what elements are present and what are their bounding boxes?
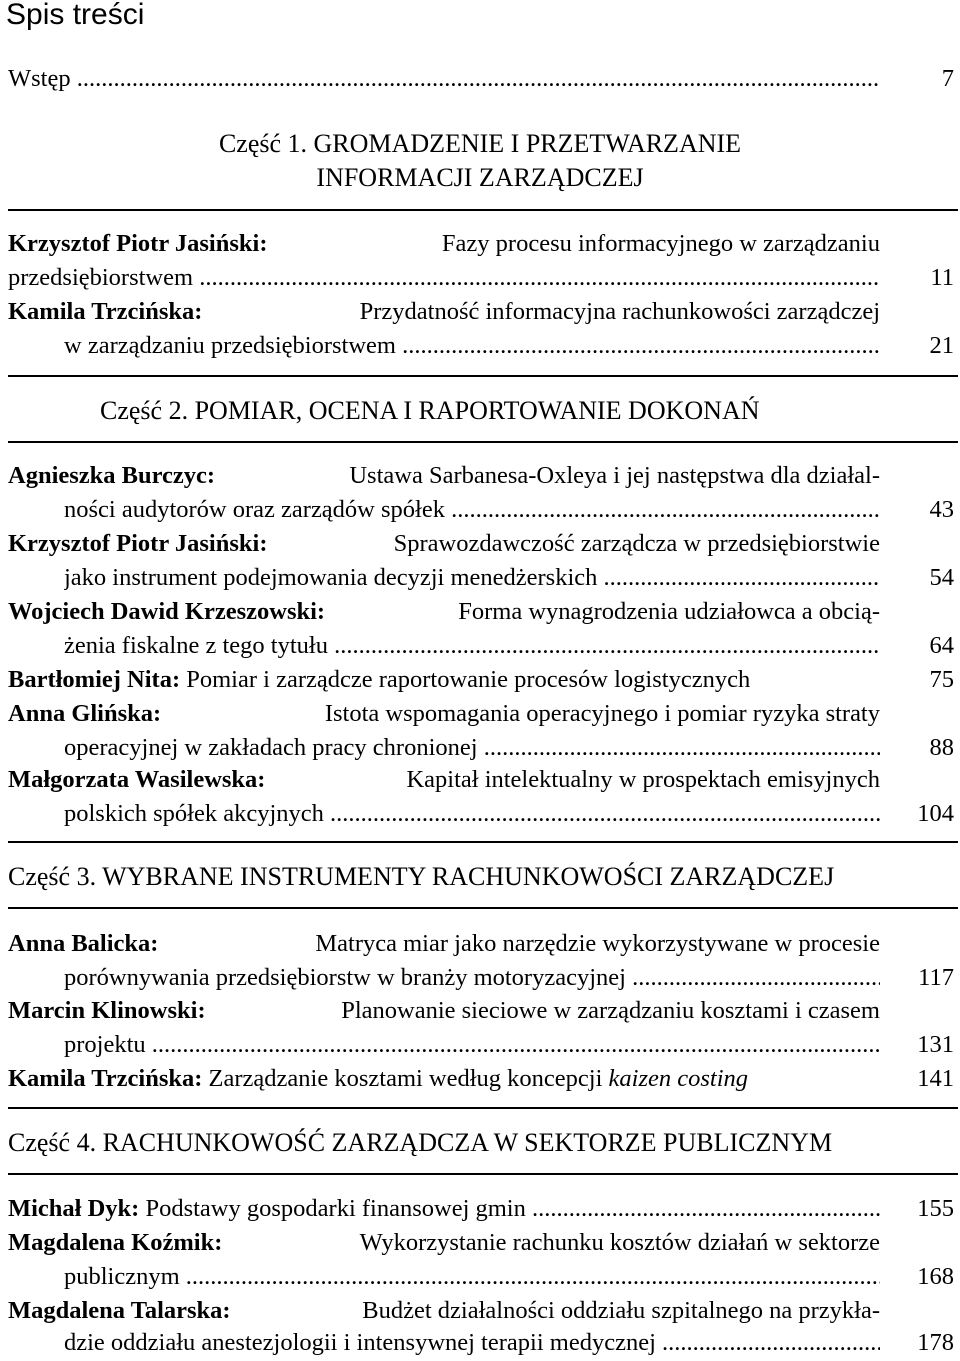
entry-author: Małgorzata Wasilewska:: [8, 766, 266, 793]
toc-entry-continuation[interactable]: [64, 1028, 880, 1061]
entry-title: Wstęp: [8, 65, 71, 92]
entry-title: Planowanie sieciowe w zarządzaniu kosztami i czasem: [341, 997, 880, 1024]
divider: [8, 375, 958, 377]
page-number: 54: [929, 564, 954, 591]
page-number: 21: [929, 332, 954, 359]
entry-title: Pomiar i zarządcze raportowanie procesów logistycznych: [186, 666, 751, 693]
entry-title: Wykorzystanie rachunku kosztów działań w sektorze: [359, 1229, 880, 1256]
page-number: 131: [917, 1031, 954, 1058]
entry-title: Kapitał intelektualny w prospektach emisyjnych: [406, 766, 880, 793]
entry-title: publicznym: [64, 1263, 180, 1290]
entry-title-italic: kaizen costing: [608, 1065, 749, 1092]
toc-entry-continuation[interactable]: [64, 561, 880, 594]
entry-author: Anna Glińska:: [8, 700, 162, 727]
entry-author: Krzysztof Piotr Jasiński:: [8, 230, 268, 257]
page-number: 155: [917, 1195, 954, 1222]
entry-author: Anna Balicka:: [8, 930, 159, 957]
part-heading-line: Część 4. RACHUNKOWOŚĆ ZARZĄDCZA W SEKTORZE PUBLICZNYM: [8, 1128, 833, 1157]
entry-title: projektu: [64, 1031, 146, 1058]
toc-entry[interactable]: [8, 527, 880, 560]
entry-title: Istota wspomagania operacyjnego i pomiar ryzyka straty: [324, 700, 880, 727]
entry-title: Ustawa Sarbanesa-Oxleya i jej następstwa dla działal-: [349, 462, 880, 489]
entry-title: ności audytorów oraz zarządów spółek: [64, 496, 445, 523]
entry-title: dzie oddziału anestezjologii i intensywnej terapii medycznej: [64, 1329, 656, 1356]
divider: [8, 1173, 958, 1175]
toc-entry[interactable]: [8, 1062, 880, 1095]
toc-entry[interactable]: [8, 1192, 880, 1225]
entry-title: w zarządzaniu przedsiębiorstwem: [64, 332, 396, 359]
divider: [8, 1107, 958, 1109]
toc-entry[interactable]: [8, 295, 880, 328]
page-number: 168: [917, 1263, 954, 1290]
toc-entry-continuation[interactable]: [64, 961, 880, 994]
toc-entry[interactable]: [8, 1226, 880, 1259]
entry-title: Podstawy gospodarki finansowej gmin: [145, 1195, 526, 1222]
part-1-heading: [0, 127, 960, 160]
page-number: 7: [941, 65, 954, 92]
toc-entry-intro[interactable]: [8, 62, 880, 95]
toc-entry[interactable]: [8, 595, 880, 628]
entry-title: żenia fiskalne z tego tytułu: [64, 632, 328, 659]
entry-author: Wojciech Dawid Krzeszowski:: [8, 598, 326, 625]
entry-title: jako instrument podejmowania decyzji menedżerskich: [64, 564, 598, 591]
page-number: 88: [929, 734, 954, 761]
page-number: 141: [917, 1065, 954, 1092]
divider: [8, 841, 958, 843]
entry-author: Magdalena Koźmik:: [8, 1229, 223, 1256]
toc-entry[interactable]: [8, 1294, 880, 1327]
toc-entry-continuation[interactable]: [8, 261, 880, 294]
entry-title: porównywania przedsiębiorstw w branży motoryzacyjnej: [64, 964, 626, 991]
entry-author: Kamila Trzcińska:: [8, 298, 203, 325]
divider: [8, 209, 958, 211]
toc-entry[interactable]: [8, 763, 880, 796]
toc-entry-continuation[interactable]: [64, 493, 880, 526]
toc-entry[interactable]: [8, 227, 880, 260]
entry-title: operacyjnej w zakładach pracy chronionej: [64, 734, 478, 761]
entry-title: Fazy procesu informacyjnego w zarządzaniu: [441, 230, 880, 257]
part-4-heading: [8, 1126, 832, 1159]
page-number: 75: [929, 666, 954, 693]
entry-author: Agnieszka Burczyc:: [8, 462, 216, 489]
entry-title: Matryca miar jako narzędzie wykorzystywane w procesie: [315, 930, 880, 957]
part-1-heading-line-2: [0, 161, 960, 194]
toc-entry-continuation[interactable]: [64, 629, 880, 662]
entry-author: Krzysztof Piotr Jasiński:: [8, 530, 268, 557]
entry-author: Michał Dyk:: [8, 1195, 140, 1222]
part-heading-line: Część 2. POMIAR, OCENA I RAPORTOWANIE DOKONAŃ: [100, 396, 760, 425]
part-heading-line: Część 1. GROMADZENIE I PRZETWARZANIE: [218, 129, 742, 158]
page-number: 117: [918, 964, 954, 991]
entry-title: Przydatność informacyjna rachunkowości zarządczej: [359, 298, 880, 325]
entry-title: przedsiębiorstwem: [8, 264, 194, 291]
divider: [8, 441, 958, 443]
page-number: 104: [917, 800, 954, 827]
entry-title: polskich spółek akcyjnych: [64, 800, 324, 827]
entry-title: Budżet działalności oddziału szpitalnego na przykła-: [362, 1297, 880, 1324]
toc-entry-continuation[interactable]: [64, 797, 880, 830]
part-heading-line: INFORMACJI ZARZĄDCZEJ: [316, 163, 644, 192]
entry-author: Marcin Klinowski:: [8, 997, 206, 1024]
toc-entry-continuation[interactable]: [64, 1260, 880, 1293]
page-number: 64: [929, 632, 954, 659]
part-3-heading: [8, 860, 834, 893]
part-heading-line: Część 3. WYBRANE INSTRUMENTY RACHUNKOWOŚCI ZARZĄDCZEJ: [8, 862, 835, 891]
part-2-heading: [100, 394, 760, 427]
toc-entry-continuation[interactable]: [64, 329, 880, 362]
page-number: 43: [929, 496, 954, 523]
toc-entry-continuation[interactable]: [64, 1326, 880, 1359]
entry-title: Forma wynagrodzenia udziałowca a obcią-: [458, 598, 880, 625]
entry-title: Zarządzanie kosztami według koncepcji: [208, 1065, 603, 1092]
page-title: Spis treści: [6, 0, 145, 31]
toc-entry[interactable]: [8, 663, 880, 696]
toc-entry[interactable]: [8, 459, 880, 492]
toc-entry-continuation[interactable]: [64, 731, 880, 764]
toc-entry[interactable]: [8, 697, 880, 730]
entry-author: Bartłomiej Nita:: [8, 666, 181, 693]
divider: [8, 907, 958, 909]
page-number: 178: [917, 1329, 954, 1356]
toc-entry[interactable]: [8, 927, 880, 960]
page-number: 11: [930, 264, 954, 291]
entry-author: Kamila Trzcińska:: [8, 1065, 203, 1092]
toc-entry[interactable]: [8, 994, 880, 1027]
entry-title: Sprawozdawczość zarządcza w przedsiębiorstwie: [393, 530, 880, 557]
entry-author: Magdalena Talarska:: [8, 1297, 231, 1324]
